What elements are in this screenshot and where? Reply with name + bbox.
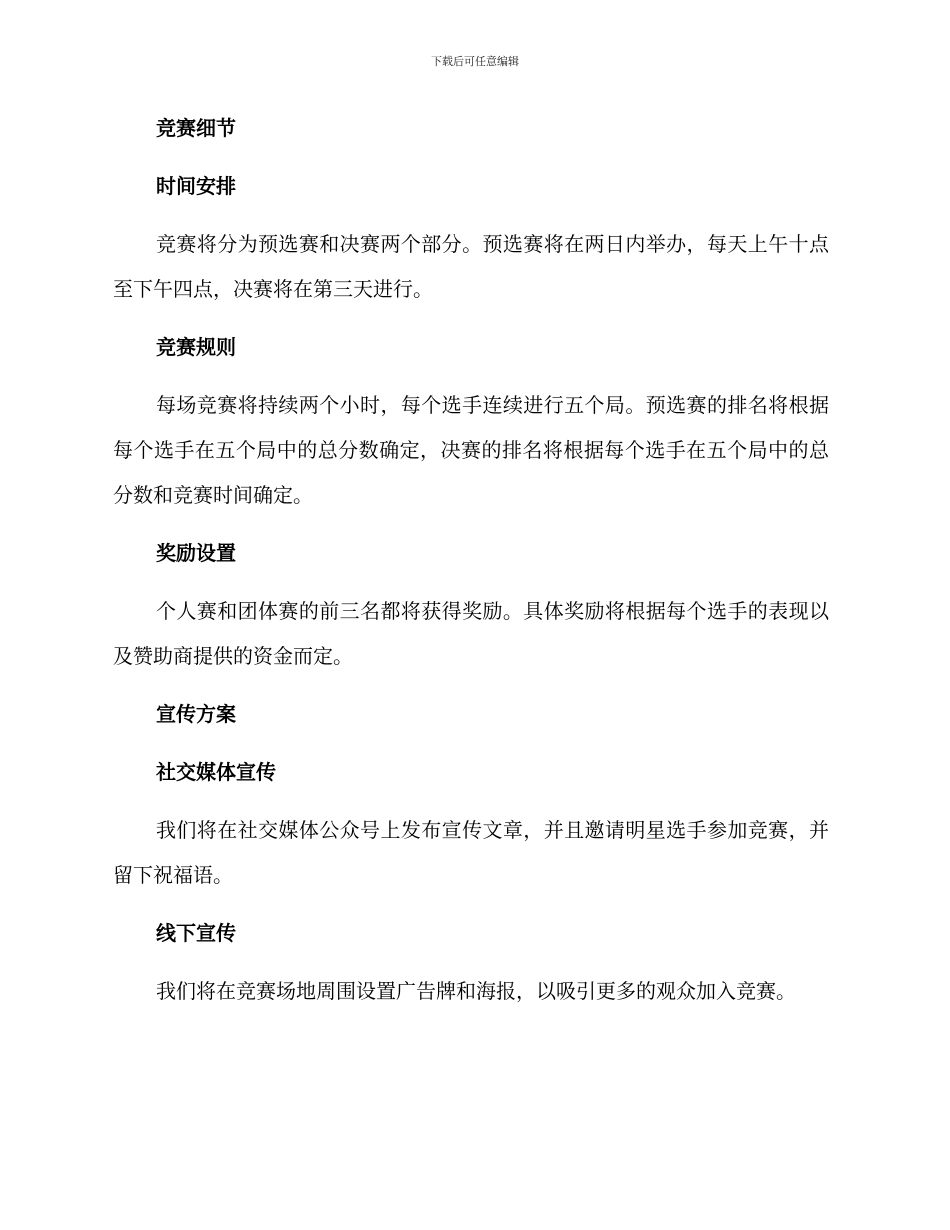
- paragraph-rules: 每场竞赛将持续两个小时，每个选手连续进行五个局。预选赛的排名将根据每个选手在五个局中的总分数确定，决赛的排名将根据每个选手在五个局中的总分数和竞赛时间确定。: [113, 393, 829, 507]
- paragraph-offline: 我们将在竞赛场地周围设置广告牌和海报，以吸引更多的观众加入竞赛。: [156, 979, 796, 1003]
- section-heading-offline: 线下宣传: [156, 921, 236, 945]
- paragraph-schedule: 竞赛将分为预选赛和决赛两个部分。预选赛将在两日内举办，每天上午十点至下午四点，决赛将在第三天进行。: [113, 232, 829, 301]
- section-heading-rules: 竞赛规则: [156, 335, 236, 359]
- paragraph-awards: 个人赛和团体赛的前三名都将获得奖励。具体奖励将根据每个选手的表现以及赞助商提供的资金而定。: [113, 599, 829, 668]
- section-heading-schedule: 时间安排: [156, 174, 236, 198]
- section-heading-social-media: 社交媒体宣传: [156, 760, 276, 784]
- section-heading-competition-details: 竞赛细节: [156, 116, 236, 140]
- section-heading-awards: 奖励设置: [156, 541, 236, 565]
- document-body: [113, 106, 829, 1027]
- section-heading-promotion-plan: 宣传方案: [156, 702, 236, 726]
- paragraph-social-media: 我们将在社交媒体公众号上发布宣传文章，并且邀请明星选手参加竞赛，并留下祝福语。: [113, 818, 829, 887]
- page-header-note: 下载后可任意编辑: [431, 55, 519, 68]
